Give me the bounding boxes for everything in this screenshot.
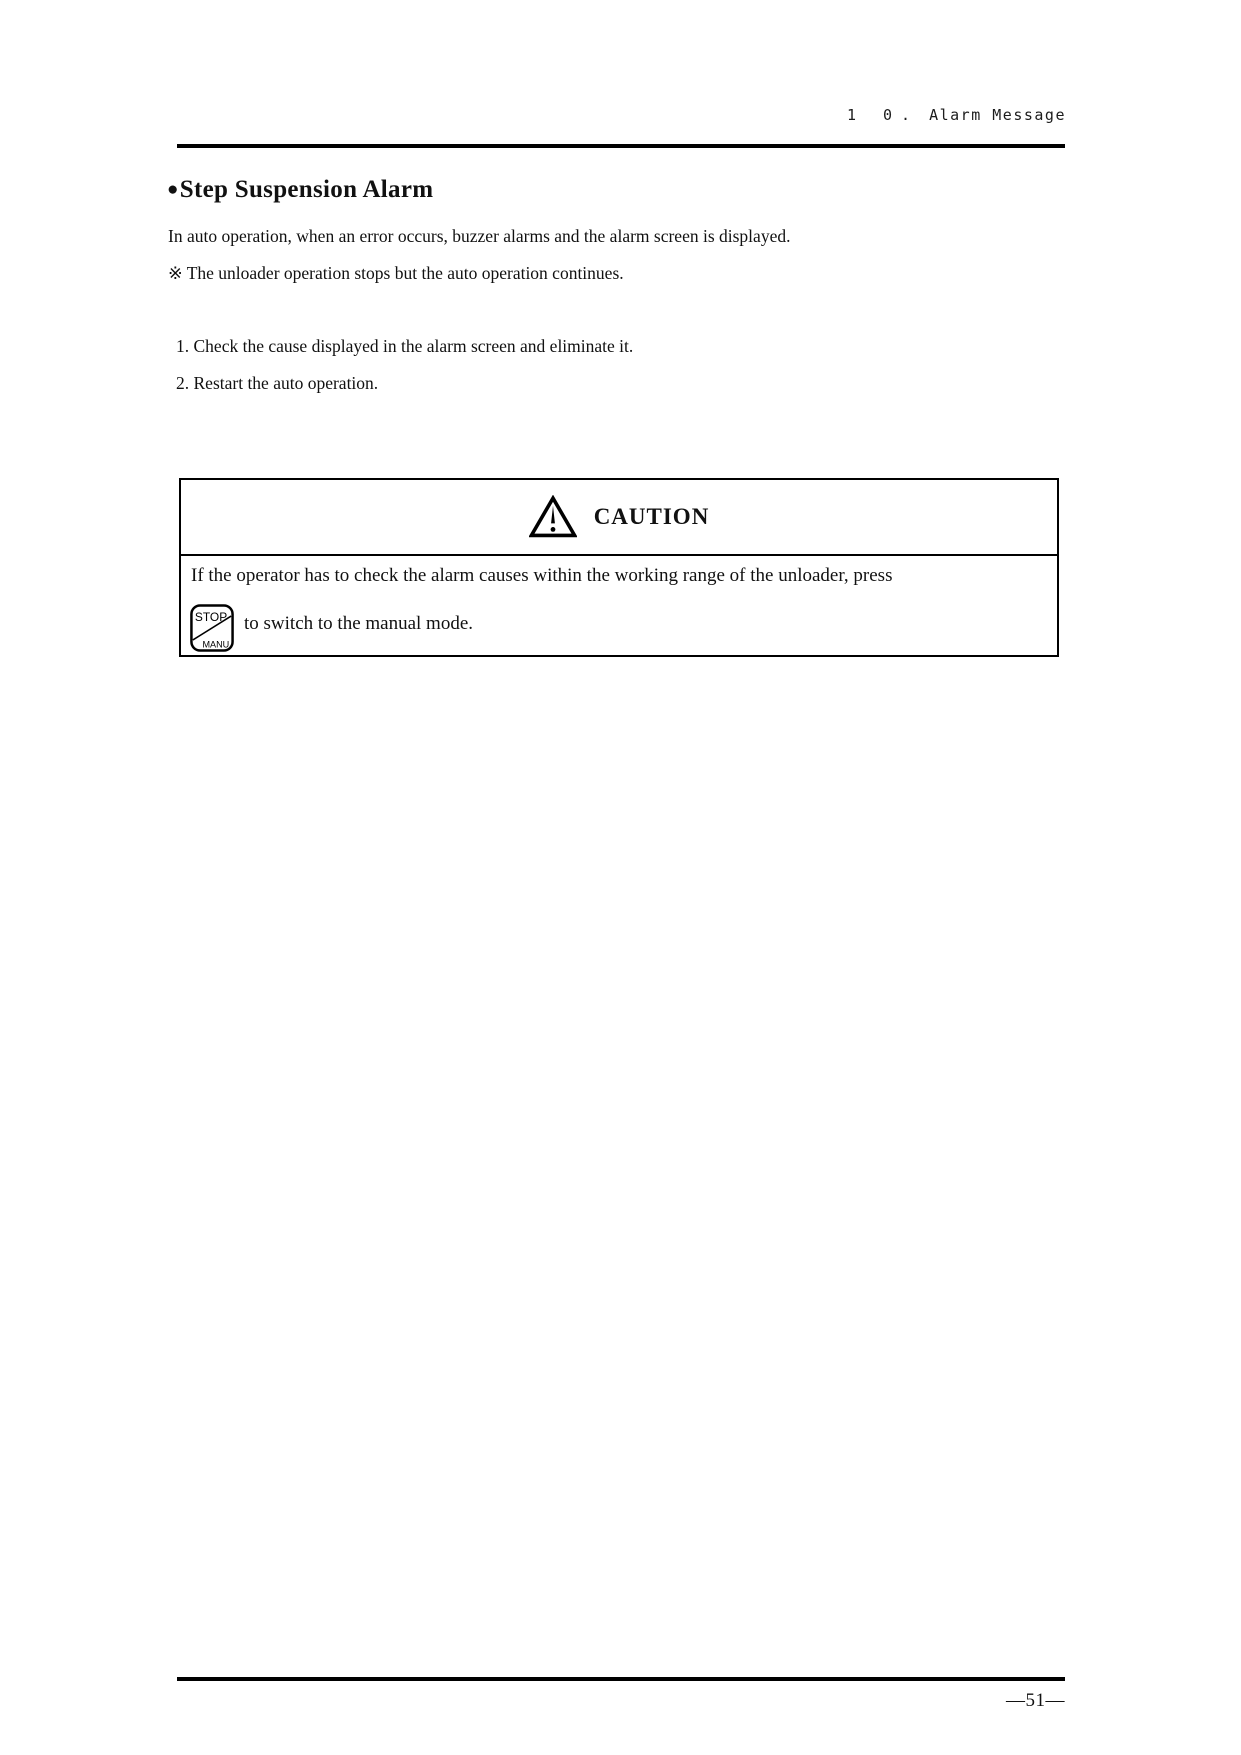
page-title-text: Step Suspension Alarm — [179, 176, 434, 203]
header-rule — [177, 144, 1065, 148]
stop-manu-key-icon — [190, 604, 234, 652]
step-item-2: 2. Restart the auto operation. — [176, 373, 379, 393]
caution-header — [181, 480, 1057, 556]
footer-rule — [177, 1677, 1065, 1681]
step-item-1: 1. Check the cause displayed in the alarm screen and eliminate it. — [176, 336, 634, 356]
bullet-icon: ● — [167, 179, 179, 200]
caution-text-line1: If the operator has to check the alarm causes within the working range of the unloader, press — [191, 565, 893, 586]
stop-key-label: STOP — [194, 609, 228, 624]
page-number: —51— — [1006, 1690, 1065, 1711]
caution-body — [181, 556, 1057, 655]
caution-box — [179, 478, 1059, 657]
intro-note: ※ The unloader operation stops but the auto operation continues. — [168, 263, 624, 283]
running-header — [847, 106, 1066, 124]
page-title — [167, 176, 433, 204]
caution-text-line2: to switch to the manual mode. — [244, 613, 474, 634]
manu-key-label: MANU — [202, 639, 230, 650]
intro-line: In auto operation, when an error occurs, buzzer alarms and the alarm screen is displayed. — [168, 226, 791, 246]
warning-triangle-icon — [529, 495, 577, 539]
caution-heading: CAUTION — [593, 504, 710, 529]
section-number: 1 0. — [846, 106, 920, 124]
section-title: Alarm Message — [929, 106, 1066, 124]
